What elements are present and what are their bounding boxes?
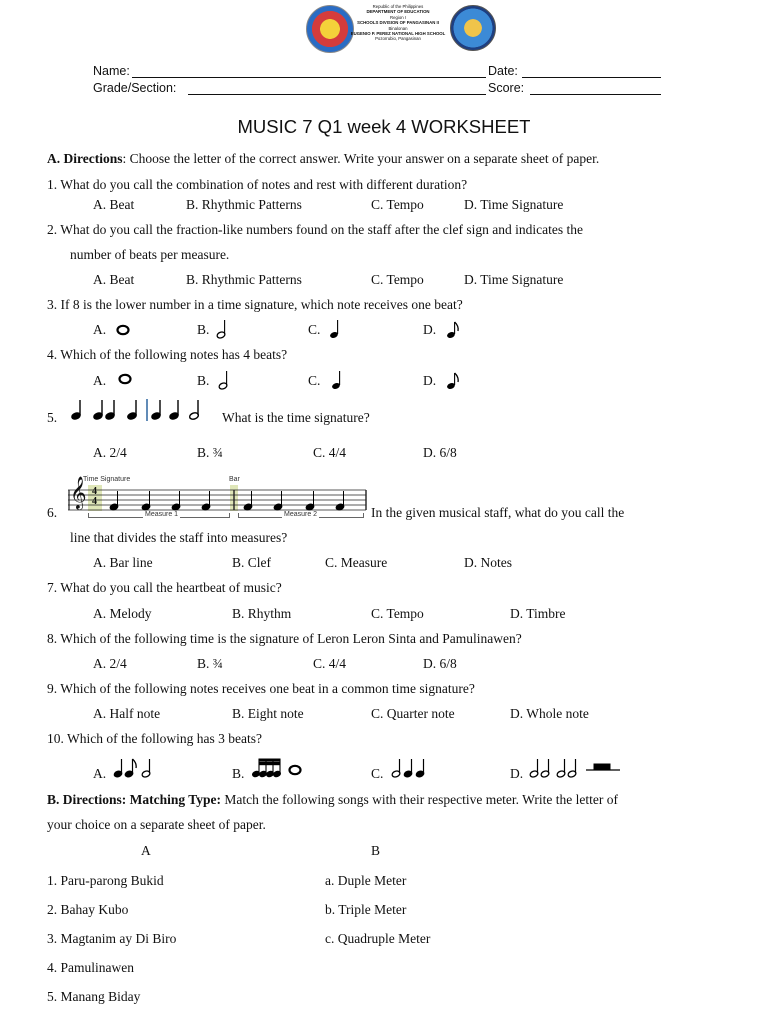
header-line: Republic of the Philippines [372, 4, 424, 9]
musical-staff [68, 476, 368, 522]
q6-option-c: C. Measure [325, 555, 388, 570]
q10-option-d: D. [510, 766, 524, 781]
q2-option-c: C. Tempo [371, 272, 424, 287]
song-item: 3. Magtanim ay Di Biro [47, 931, 177, 946]
time-signature-bottom: 4 [92, 496, 97, 507]
question-6: In the given musical staff, what do you call the [371, 505, 625, 520]
q3-option-b: B. [197, 322, 210, 337]
staff-lines [68, 485, 368, 513]
rhythm-pattern-icon [70, 397, 218, 423]
q2-option-a: A. Beat [93, 272, 135, 287]
meter-item: a. Duple Meter [325, 873, 407, 888]
grade-section-label: Grade/Section: [93, 81, 177, 95]
question-3: 3. If 8 is the lower number in a time signature, which note receives one beat? [47, 297, 463, 312]
q9-option-d: D. Whole note [510, 706, 589, 721]
grade-section-field[interactable] [188, 94, 486, 95]
page-title: MUSIC 7 Q1 week 4 WORKSHEET [237, 116, 531, 137]
directions-text: : Choose the letter of the correct answer. Write your answer on a separate sheet of paper. [122, 151, 600, 166]
q9-option-c: C. Quarter note [371, 706, 455, 721]
question-8: 8. Which of the following time is the signature of Leron Leron Sinta and Pamulinawen? [47, 631, 522, 646]
quarter-note-icon [329, 318, 343, 340]
measure-1-label: Measure 1 [145, 511, 179, 518]
q9-option-a: A. Half note [93, 706, 161, 721]
q1-option-a: A. Beat [93, 197, 135, 212]
score-field[interactable] [530, 94, 661, 95]
name-label: Name: [93, 64, 130, 78]
q3-option-a: A. [93, 322, 107, 337]
q4-option-b: B. [197, 373, 210, 388]
q3-option-d: D. [423, 322, 437, 337]
song-item: 2. Bahay Kubo [47, 902, 129, 917]
q1-option-b: B. Rhythmic Patterns [186, 197, 302, 212]
bar-label: Bar [229, 476, 240, 483]
score-label: Score: [488, 81, 525, 95]
question-1: 1. What do you call the combination of notes and rest with different duration? [47, 177, 468, 192]
q5-option-d: D. 6/8 [423, 445, 457, 460]
header-line: DEPARTMENT OF EDUCATION [366, 9, 430, 15]
whole-note-icon [118, 370, 134, 386]
q2-option-b: B. Rhythmic Patterns [186, 272, 302, 287]
song-item: 4. Pamulinawen [47, 960, 134, 975]
q6-option-d: D. Notes [464, 555, 512, 570]
date-label: Date: [488, 64, 518, 78]
q8-option-b: B. ¾ [197, 656, 223, 671]
quarter-note-icon [331, 369, 345, 391]
q4-option-d: D. [423, 373, 437, 388]
q8-option-c: C. 4/4 [313, 656, 347, 671]
q4-option-c: C. [308, 373, 321, 388]
school-header [330, 4, 466, 42]
header-line: Binalonan [388, 25, 408, 31]
column-a-header: A [141, 843, 151, 858]
time-signature-top: 4 [92, 486, 97, 497]
q7-option-c: C. Tempo [371, 606, 424, 621]
q8-option-d: D. 6/8 [423, 656, 457, 671]
column-b-header: B [371, 843, 381, 858]
q2-option-d: D. Time Signature [464, 272, 564, 287]
rhythm-option-b-icon [250, 756, 310, 780]
question-2-cont: number of beats per measure. [70, 247, 230, 262]
half-note-icon [218, 369, 232, 391]
time-signature-label: Time Signature [83, 476, 131, 483]
q5-option-c: C. 4/4 [313, 445, 347, 460]
q10-option-a: A. [93, 766, 107, 781]
eighth-note-icon [446, 371, 460, 391]
directions-heading: B. Directions: Matching Type: [47, 792, 221, 807]
part-b-directions-cont: your choice on a separate sheet of paper. [47, 817, 266, 832]
date-field[interactable] [522, 77, 661, 78]
q5-option-a: A. 2/4 [93, 445, 127, 460]
part-b-directions [47, 792, 618, 808]
rhythm-option-c-icon [390, 756, 440, 780]
header-line: EUGENIO P. PEREZ NATIONAL HIGH SCHOOL [350, 31, 446, 37]
whole-note-icon [116, 320, 132, 336]
question-6-cont: line that divides the staff into measures? [70, 530, 288, 545]
q10-option-c: C. [371, 766, 384, 781]
q5-option-b: B. ¾ [197, 445, 223, 460]
eighth-note-icon [446, 320, 460, 340]
q10-option-b: B. [232, 766, 245, 781]
q7-option-d: D. Timbre [510, 606, 566, 621]
question-7: 7. What do you call the heartbeat of music? [47, 580, 282, 595]
meter-item: b. Triple Meter [325, 902, 407, 917]
question-2: 2. What do you call the fraction-like numbers found on the staff after the clef sign and indicates the [47, 222, 583, 237]
rhythm-option-d-icon [528, 756, 624, 780]
rhythm-option-a-icon [112, 756, 172, 780]
header-line: Pozorrubio, Pangasinan [375, 36, 421, 42]
question-4: 4. Which of the following notes has 4 beats? [47, 347, 288, 362]
q6-option-b: B. Clef [232, 555, 271, 570]
directions-heading: A. Directions [47, 151, 123, 166]
question-9: 9. Which of the following notes receives one beat in a common time signature? [47, 681, 475, 696]
song-item: 5. Manang Biday [47, 989, 141, 1004]
header-line: Region I [389, 14, 406, 20]
directions-text: Match the following songs with their respective meter. Write the letter of [221, 792, 618, 807]
song-item: 1. Paru-parong Bukid [47, 873, 164, 888]
treble-clef-icon: 𝄞 [70, 478, 87, 509]
question-10: 10. Which of the following has 3 beats? [47, 731, 262, 746]
measure-2-label: Measure 2 [284, 511, 318, 518]
q1-option-d: D. Time Signature [464, 197, 564, 212]
q4-option-a: A. [93, 373, 107, 388]
q1-option-c: C. Tempo [371, 197, 424, 212]
header-line: SCHOOLS DIVISION OF PANGASINAN II [357, 20, 439, 26]
part-a-directions [47, 151, 599, 167]
q7-option-a: A. Melody [93, 606, 152, 621]
name-field[interactable] [132, 77, 486, 78]
q9-option-b: B. Eight note [232, 706, 304, 721]
meter-item: c. Quadruple Meter [325, 931, 431, 946]
q8-option-a: A. 2/4 [93, 656, 127, 671]
half-note-icon [216, 318, 230, 340]
q7-option-b: B. Rhythm [232, 606, 292, 621]
q3-option-c: C. [308, 322, 321, 337]
question-5-number: 5. [47, 410, 58, 425]
question-6-number: 6. [47, 505, 58, 520]
question-5: What is the time signature? [222, 410, 370, 425]
q6-option-a: A. Bar line [93, 555, 153, 570]
